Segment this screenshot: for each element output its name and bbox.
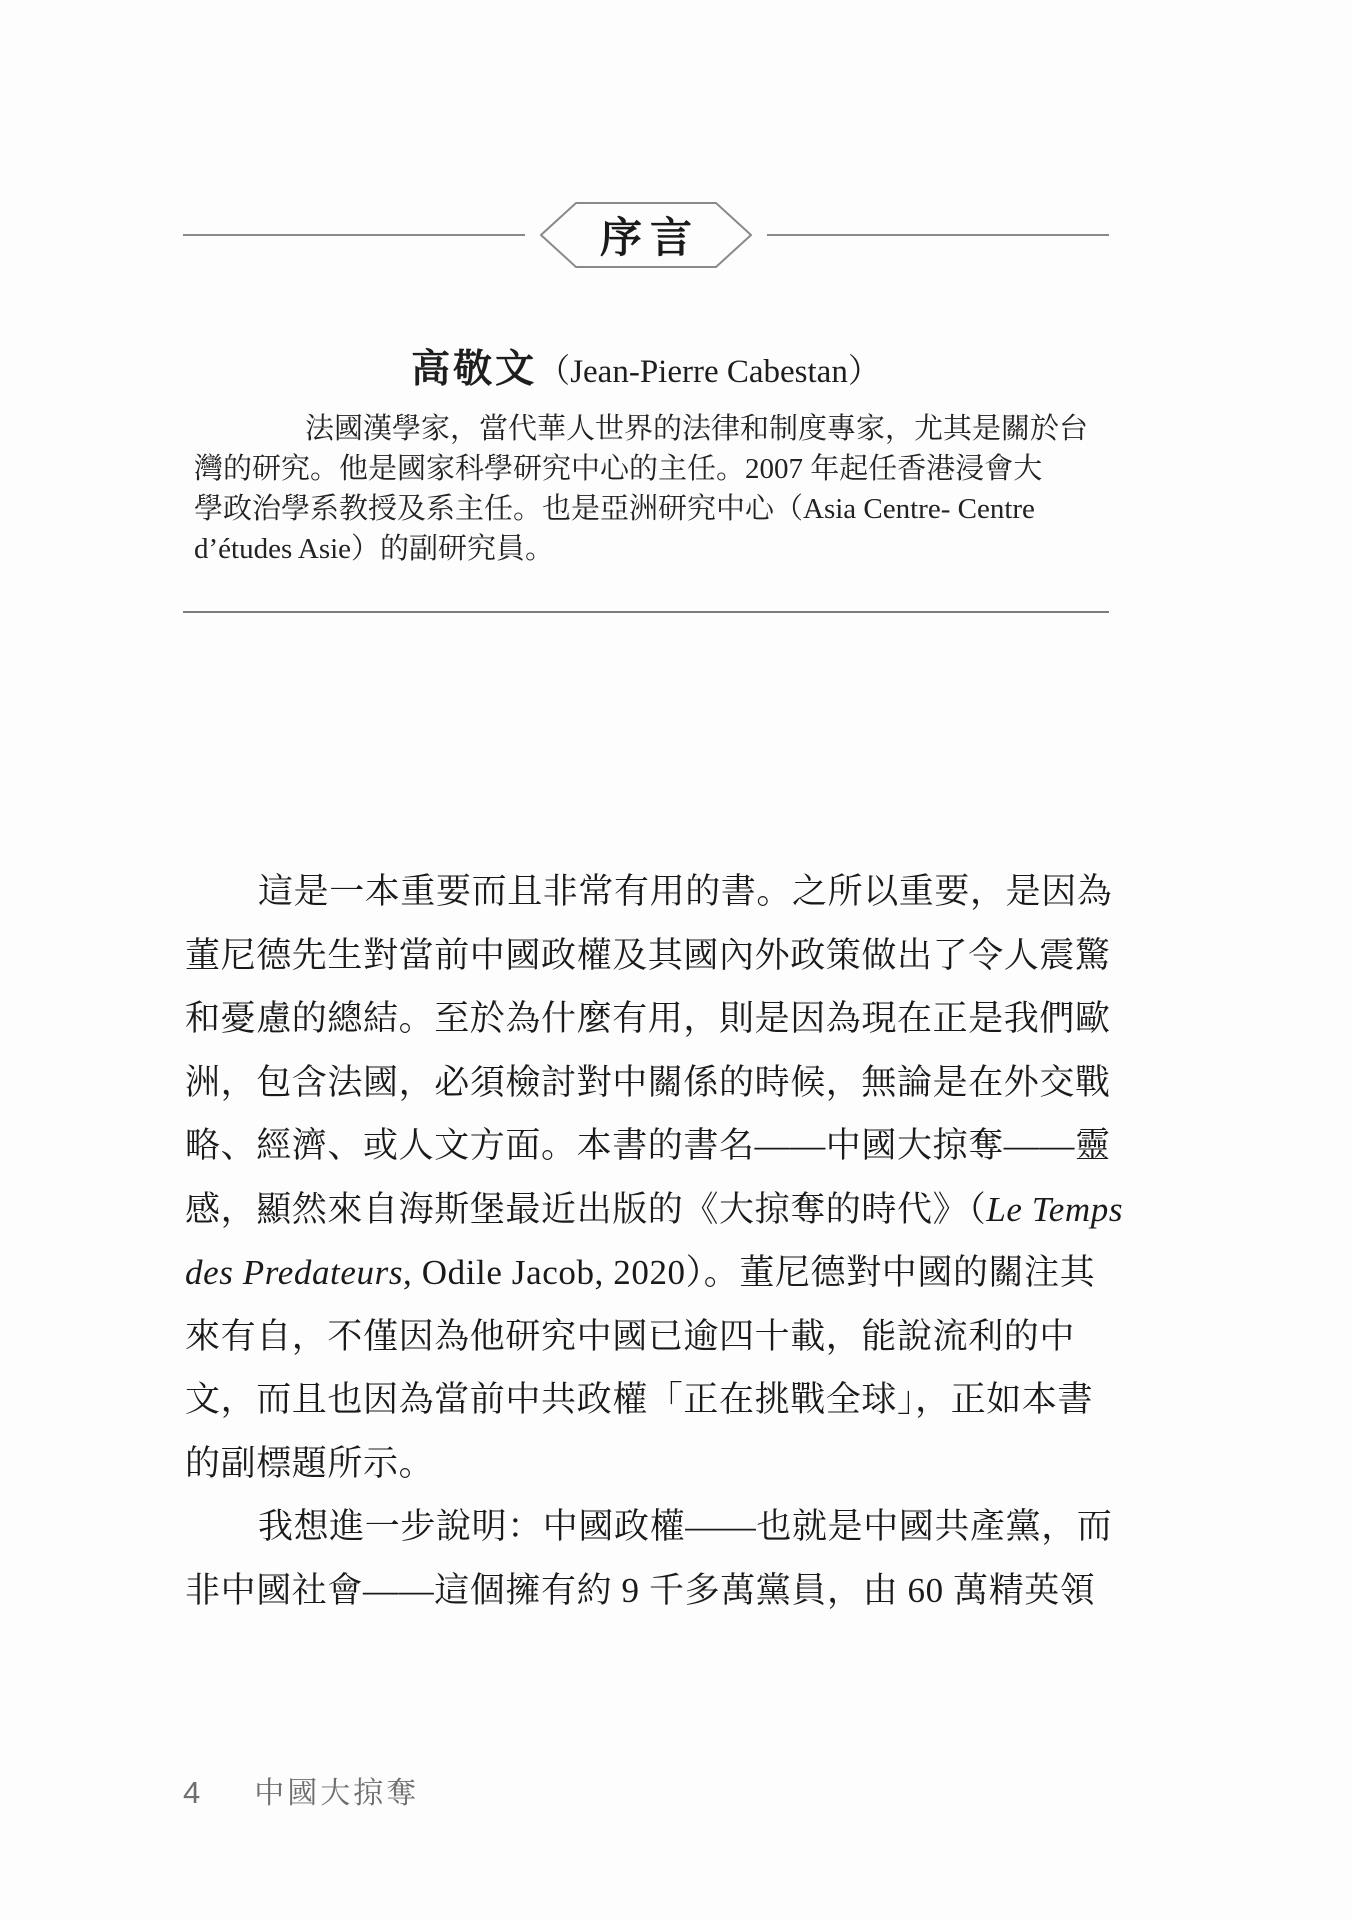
body-line: 洲，包含法國，必須檢討對中關係的時候，無論是在外交戰 (185, 1062, 1111, 1102)
page-number: 4 (183, 1775, 201, 1810)
book-title-italic: Le Temps (986, 1189, 1124, 1229)
section-title: 序言 (599, 216, 700, 262)
body-line: 我想進一步說明：中國政權——也就是中國共產黨，而 (258, 1507, 1113, 1546)
book-title-italic: des Predateurs (185, 1253, 404, 1292)
body-line: 略、經濟、或人文方面。本書的書名——中國大掠奪——靈 (185, 1126, 1111, 1165)
author-name: 高敬文 (411, 348, 538, 391)
divider-rule (183, 611, 1109, 613)
author-bio (194, 409, 1089, 569)
section-title-hexagon (540, 202, 752, 268)
section-header (183, 202, 1109, 268)
bio-line: 法國漢學家，當代華人世界的法律和制度專家，尤其是關於台 (305, 413, 1089, 445)
page-footer (183, 1768, 419, 1812)
body-line (185, 1178, 1125, 1242)
body-line: 文，而且也因為當前中共政權「正在挑戰全球」，正如本書 (185, 1380, 1094, 1419)
author-latin-name: （Jean-Pierre Cabestan） (537, 354, 881, 390)
bio-line: d’études Asie）的副研究員。 (194, 533, 555, 565)
body-line: 董尼德先生對當前中國政權及其國內外政策做出了令人震驚 (185, 935, 1111, 975)
bio-line: 學政治學系教授及系主任。也是亞洲研究中心（Asia Centre- Centre (194, 493, 1035, 525)
body-line: 這是一本重要而且非常有用的書。之所以重要，是因為 (258, 872, 1113, 911)
body-line-text: , Odile Jacob, 2020）。董尼德對中國的關注其 (403, 1253, 1096, 1292)
header-rule-left (183, 234, 525, 236)
body-line: 的副標題所示。 (185, 1443, 435, 1483)
body-line (185, 1241, 1125, 1305)
body-line: 來有自，不僅因為他研究中國已逾四十載，能說流利的中 (185, 1316, 1076, 1356)
header-rule-right (767, 234, 1109, 236)
body-line-text: 感，顯然來自海斯堡最近出版的《大掠奪的時代》（ (185, 1189, 987, 1229)
author-line (183, 338, 1109, 394)
preface-body (185, 860, 1125, 1622)
body-line: 和憂慮的總結。至於為什麼有用，則是因為現在正是我們歐 (185, 999, 1111, 1038)
bio-line: 灣的研究。他是國家科學研究中心的主任。2007 年起任香港浸會大 (194, 453, 1043, 485)
running-book-title: 中國大掠奪 (254, 1777, 420, 1810)
body-line: 非中國社會——這個擁有約 9 千多萬黨員，由 60 萬精英領 (185, 1570, 1096, 1610)
